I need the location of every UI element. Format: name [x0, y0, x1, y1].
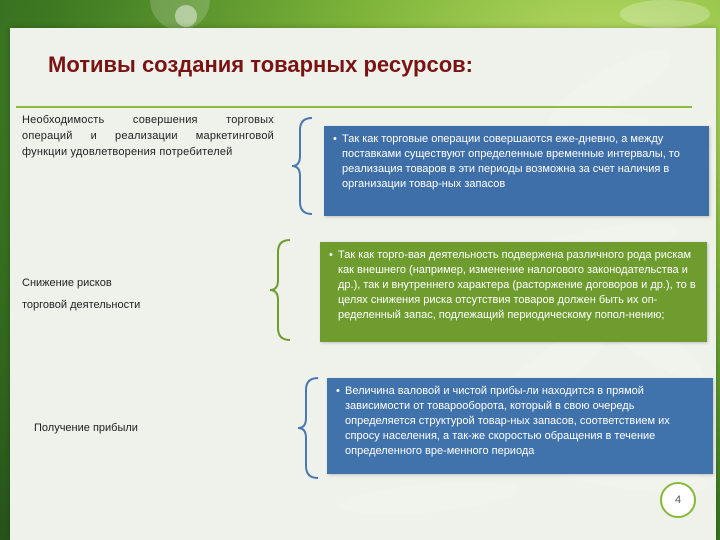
motive-label-trade-operations: Необходимость совершения торговых операций и реализации маркетинговой функции удовлетворения потребителей	[22, 114, 274, 158]
left-brace	[266, 238, 296, 342]
left-brace	[294, 376, 324, 480]
motive-detail-trade-operations	[324, 126, 709, 216]
bullet-icon: •	[333, 133, 337, 145]
background-bokeh	[175, 5, 197, 27]
slide-title: Мотивы создания товарных ресурсов:	[48, 52, 474, 77]
motive-label-risk-reduction	[22, 272, 252, 316]
background-bokeh	[620, 0, 710, 28]
detail-text: Так как торго-вая деятельность подвержена различного рода рискам как внешнего (например, изменение налогового законодательства и др.), так и внутреннего характера (расторжение договоров и др.), то в целях снижения риска отсутствия товаров должен быть их оп-ределенный запас, подлежащий периодическому попол-нению;	[338, 249, 696, 321]
left-brace	[288, 116, 318, 216]
page-number: 4	[660, 482, 696, 518]
bullet-icon: •	[329, 249, 333, 261]
detail-text: Величина валовой и чистой прибы-ли находится в прямой зависимости от товарооборота, который в свою очередь определяется структурой товар-ных запасов, соответствием их спросу населения, а так-же скоростью обращения в течение определенного вре-менного периода	[345, 385, 670, 457]
motive-label-line: торговой деятельности	[22, 299, 141, 311]
bullet-icon: •	[336, 385, 340, 397]
motive-detail-profit	[327, 378, 713, 474]
motive-detail-risk-reduction	[320, 242, 707, 342]
detail-text: Так как торговые операции совершаются еже-дневно, а между поставками существуют определенные временные интервалы, то реализация товаров в эти периоды возможна за счет наличия в организации товар-ных запасов	[342, 133, 680, 190]
title-underline	[16, 106, 692, 108]
motive-label-line: Снижение рисков	[22, 277, 112, 289]
motive-label-profit: Получение прибыли	[34, 422, 138, 434]
